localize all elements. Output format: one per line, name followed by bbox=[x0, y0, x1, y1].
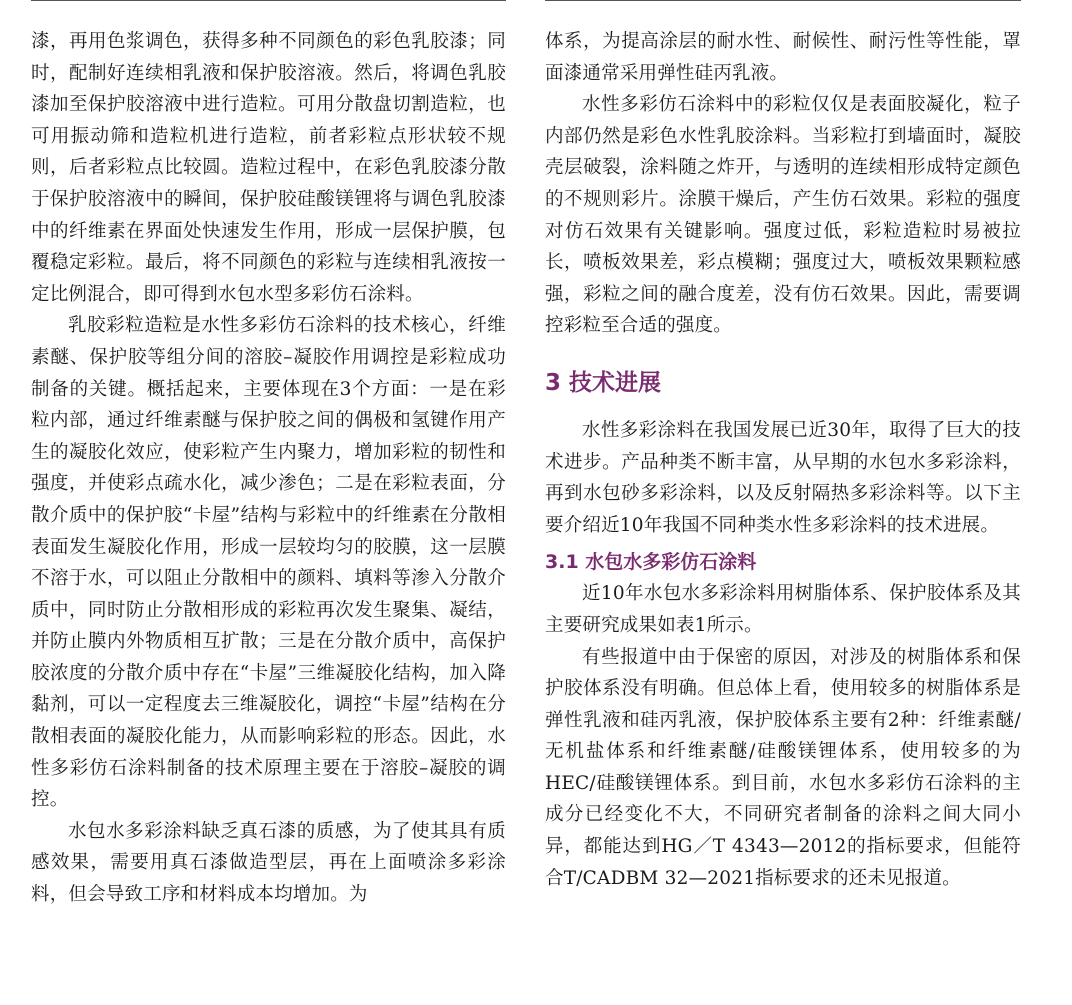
right-column bbox=[545, 26, 1021, 894]
top-rule-right bbox=[545, 0, 1021, 1]
left-paragraph-1: 漆，再用色浆调色，获得多种不同颜色的彩色乳胶漆；同时，配制好连续相乳液和保护胶溶液。然后，将调色乳胶漆加至保护胶溶液中进行造粒。可用分散盘切割造粒，也可用振动筛和造粒机进行造粒，前者彩粒点形状较不规则，后者彩粒点比较圆。造粒过程中，在彩色乳胶漆分散于保护胶溶液中的瞬间，保护胶硅酸镁锂将与调色乳胶漆中的纤维素在界面处快速发生作用，形成一层保护膜，包覆稳定彩粒。最后，将不同颜色的彩粒与连续相乳液按一定比例混合，即可得到水包水型多彩仿石涂料。 bbox=[31, 31, 506, 305]
right-paragraph-2: 水性多彩仿石涂料中的彩粒仅仅是表面胶凝化，粒子内部仍然是彩色水性乳胶涂料。当彩粒打到墙面时，凝胶壳层破裂，涂料随之炸开，与透明的连续相形成特定颜色的不规则彩片。涂膜干燥后，产生仿石效果。彩粒的强度对仿石效果有关键影响。强度过低，彩粒造粒时易被拉长，喷板效果差，彩点模糊；强度过大，喷板效果颗粒感强，彩粒之间的融合度差，没有仿石效果。因此，需要调控彩粒至合适的强度。 bbox=[545, 94, 1021, 337]
right-paragraph-3: 水性多彩涂料在我国发展已近30年，取得了巨大的技术进步。产品种类不断丰富，从早期的水包水多彩涂料，再到水包砂多彩涂料，以及反射隔热多彩涂料等。以下主要介绍近10年我国不同种类水性多彩涂料的技术进展。 bbox=[545, 419, 1021, 536]
right-paragraph-4: 近10年水包水多彩涂料用树脂体系、保护胶体系及其主要研究成果如表1所示。 bbox=[545, 583, 1021, 636]
right-paragraph-5: 有些报道中由于保密的原因，对涉及的树脂体系和保护胶体系没有明确。但总体上看，使用较多的树脂体系是弹性乳液和硅丙乳液，保护胶体系主要有2种：纤维素醚/无机盐体系和纤维素醚/硅酸镁锂体系，使用较多的为HEC/硅酸镁锂体系。到目前，水包水多彩仿石涂料的主成分已经变化不大，不同研究者制备的涂料之间大同小异，都能达到HG／T 4343—2012的指标要求，但能符合T/CADBM 32—2021指标要求的还未见报道。 bbox=[545, 646, 1021, 889]
subsection-heading: 3.1 水包水多彩仿石涂料 bbox=[545, 551, 757, 574]
right-paragraph-1: 体系，为提高涂层的耐水性、耐候性、耐污性等性能，罩面漆通常采用弹性硅丙乳液。 bbox=[545, 31, 1021, 84]
top-rule-left bbox=[31, 0, 506, 1]
section-heading: 3 技术进展 bbox=[545, 369, 662, 396]
left-paragraph-2: 乳胶彩粒造粒是水性多彩仿石涂料的技术核心，纤维素醚、保护胶等组分间的溶胶–凝胶作用调控是彩粒成功制备的关键。概括起来，主要体现在3个方面：一是在彩粒内部，通过纤维素醚与保护胶之间的偶极和氢键作用产生的凝胶化效应，使彩粒产生内聚力，增加彩粒的韧性和强度，并使彩点疏水化，减少渗色；二是在彩粒表面，分散介质中的保护胶“卡屋”结构与彩粒中的纤维素在分散相表面发生凝胶化作用，形成一层较均匀的胶膜，这一层膜不溶于水，可以阻止分散相中的颜料、填料等渗入分散介质中，同时防止分散相形成的彩粒再次发生聚集、凝结，并防止膜内外物质相互扩散；三是在分散介质中，高保护胶浓度的分散介质中存在“卡屋”三维凝胶化结构，加入降黏剂，可以一定程度去三维凝胶化，调控“卡屋”结构在分散相表面的凝胶化能力，从而影响彩粒的形态。因此，水性多彩仿石涂料制备的技术原理主要在于溶胶–凝胶的调控。 bbox=[31, 315, 506, 811]
left-column bbox=[31, 26, 506, 911]
left-paragraph-3: 水包水多彩涂料缺乏真石漆的质感，为了使其具有质感效果，需要用真石漆做造型层，再在上面喷涂多彩涂料，但会导致工序和材料成本均增加。为 bbox=[31, 820, 506, 906]
